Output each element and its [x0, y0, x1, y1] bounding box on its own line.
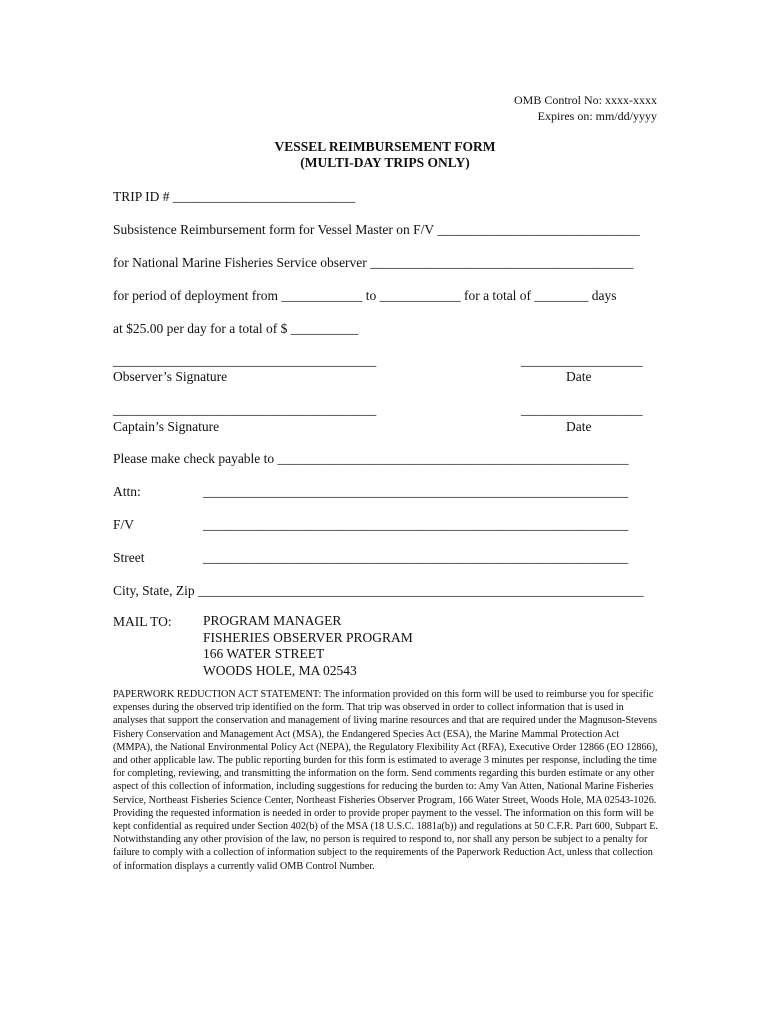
street-field[interactable]: _______________________________________________________________ — [203, 550, 629, 565]
paperwork-reduction-statement: PAPERWORK REDUCTION ACT STATEMENT: The information provided on this form will be used to reimburse you for specific expenses during the observed trip identified on the form. That trip was observed in order to collect information that is used in analyses that support the conservation and management of living marine resources and that are required under the Magnuson-Stevens Fishery Conservation and Management Act (MSA), the Endangered Species Act (ESA), the Marine Mammal Protection Act (MMPA), the National Environmental Policy Act (NEPA), the Regulatory Flexibility Act (RFA), Executive Order 12866 (EO 12866), and other applicable law. The public reporting burden for this form is estimated to average 3 minutes per response, including the time for completing, reviewing, and transmitting the information on the form. Send comments regarding this burden estimate or any other aspect of this collection of information, including suggestions for reducing the burden to: Amy Van Atten, National Marine Fisheries Service, Northeast Fisheries Science Center, Northeast Fisheries Observer Program, 166 Water Street, Woods Hole, MA 02543-1026. Providing the requested information is needed in order to provide proper payment to the vessel. The information on this form will be kept confidential as required under Section 402(b) of the MSA (18 U.S.C. 1881a(b)) and regulations at 50 C.F.R. Part 600, Subpart E. Notwithstanding any other provision of the law, no person is required to respond to, nor shall any person be subject to a penalty for failure to comply with a collection of information subject to the requirements of the Paperwork Reduction Act, unless that collection of information displays a currently valid OMB Control Number. — [113, 689, 658, 872]
omb-expiration: Expires on: mm/dd/yyyy — [537, 108, 657, 123]
form-subtitle: (MULTI-DAY TRIPS ONLY) — [300, 155, 470, 170]
omb-header — [514, 93, 657, 124]
omb-control-number: OMB Control No: xxxx-xxxx — [513, 93, 657, 107]
mailing-address-line: PROGRAM MANAGER — [203, 613, 342, 628]
observer-signature-label: Observer’s Signature — [113, 369, 228, 384]
mail-to-label: MAIL TO: — [113, 614, 172, 629]
total-amount-field[interactable]: at $25.00 per day for a total of $ __________ — [113, 321, 359, 336]
attn-label: Attn: — [113, 484, 141, 499]
fv-field[interactable]: _______________________________________________________________ — [203, 517, 629, 532]
vessel-master-field[interactable]: Subsistence Reimbursement form for Vessel Master on F/V ______________________________ — [113, 222, 640, 237]
observer-date-line[interactable]: __________________ — [521, 353, 643, 368]
observer-date-label: Date — [566, 369, 592, 384]
trip-id-field[interactable]: TRIP ID # ___________________________ — [113, 189, 356, 204]
payable-to-field[interactable]: Please make check payable to ____________________________________________________ — [113, 451, 629, 466]
attn-field[interactable]: _______________________________________________________________ — [203, 484, 629, 499]
captain-date-label: Date — [566, 419, 592, 434]
deployment-period-field[interactable]: for period of deployment from ____________ to ____________ for a total of ________ days — [113, 288, 617, 303]
observer-signature-line[interactable]: _______________________________________ — [113, 353, 377, 368]
fv-label: F/V — [113, 517, 135, 532]
city-state-zip-field[interactable]: City, State, Zip __________________________________________________________________ — [113, 583, 644, 598]
observer-name-field[interactable]: for National Marine Fisheries Service observer _______________________________________ — [113, 255, 634, 270]
mailing-address-line: 166 WATER STREET — [203, 646, 325, 661]
captain-signature-line[interactable]: _______________________________________ — [113, 402, 377, 417]
mailing-address-line: WOODS HOLE, MA 02543 — [203, 662, 357, 678]
captain-date-line[interactable]: __________________ — [521, 402, 643, 417]
street-label: Street — [113, 550, 145, 565]
mailing-address — [203, 613, 413, 679]
form-title: VESSEL REIMBURSEMENT FORM — [274, 139, 496, 154]
captain-signature-label: Captain’s Signature — [113, 419, 220, 434]
mailing-address-line: FISHERIES OBSERVER PROGRAM — [203, 629, 413, 645]
